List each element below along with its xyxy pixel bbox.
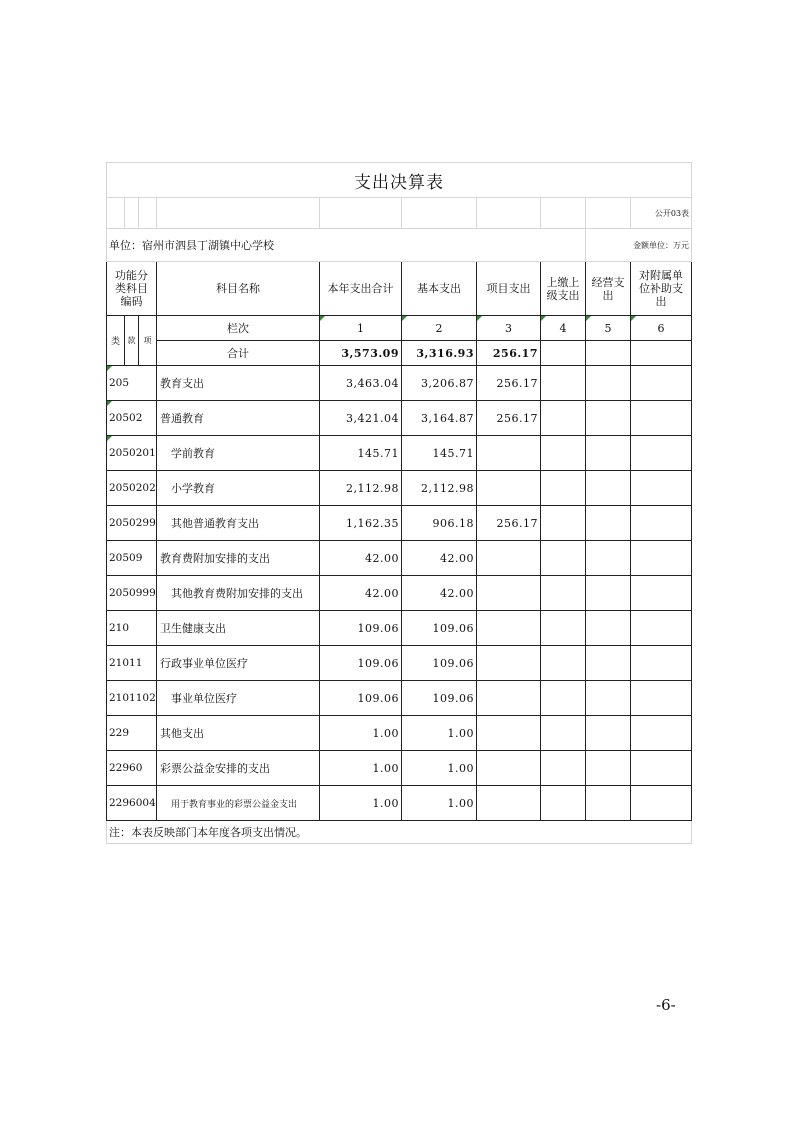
row-subsidy — [631, 646, 692, 681]
table-row — [107, 436, 692, 471]
header-kuan: 款 — [125, 316, 139, 366]
row-subsidy — [631, 436, 692, 471]
col-index-5: 5 — [586, 316, 631, 341]
row-basic: 42.00 — [402, 576, 477, 611]
row-basic: 109.06 — [402, 681, 477, 716]
row-subsidy — [631, 541, 692, 576]
row-basic: 1.00 — [402, 786, 477, 821]
row-code: 210 — [107, 611, 157, 646]
row-subject-name: 教育费附加安排的支出 — [157, 541, 320, 576]
row-code: 20509 — [107, 541, 157, 576]
row-subject-name: 事业单位医疗 — [157, 681, 320, 716]
row-subsidy — [631, 611, 692, 646]
col-index-1: 1 — [320, 316, 402, 341]
row-total: 3,421.04 — [320, 401, 402, 436]
table-note: 注：本表反映部门本年度各项支出情况。 — [107, 821, 692, 844]
row-total: 42.00 — [320, 576, 402, 611]
row-subject-name: 普通教育 — [157, 401, 320, 436]
row-total: 1.00 — [320, 786, 402, 821]
col-index-6: 6 — [631, 316, 692, 341]
header-subsidy: 对附属单位补助支出 — [631, 262, 692, 316]
row-business — [586, 646, 631, 681]
row-project — [477, 681, 541, 716]
row-code: 2050999 — [107, 576, 157, 611]
header-total: 本年支出合计 — [320, 262, 402, 316]
row-subject-name: 用于教育事业的彩票公益金支出 — [157, 786, 320, 821]
row-subject-name: 卫生健康支出 — [157, 611, 320, 646]
row-subject-name: 其他支出 — [157, 716, 320, 751]
expenditure-table — [106, 162, 692, 844]
col-index-2: 2 — [402, 316, 477, 341]
row-project — [477, 786, 541, 821]
row-basic: 3,206.87 — [402, 366, 477, 401]
row-subject-name: 其他教育费附加安排的支出 — [157, 576, 320, 611]
row-subsidy — [631, 681, 692, 716]
row-upper — [541, 716, 586, 751]
row-project: 256.17 — [477, 401, 541, 436]
row-upper — [541, 436, 586, 471]
row-subject-name: 小学教育 — [157, 471, 320, 506]
row-code: 20502 — [107, 401, 157, 436]
row-business — [586, 471, 631, 506]
row-total: 109.06 — [320, 611, 402, 646]
table-row — [107, 751, 692, 786]
row-subsidy — [631, 751, 692, 786]
row-business — [586, 366, 631, 401]
header-subject-name: 科目名称 — [157, 262, 320, 316]
row-upper — [541, 611, 586, 646]
row-subsidy — [631, 506, 692, 541]
total-sum: 3,573.09 — [320, 341, 402, 366]
row-project — [477, 716, 541, 751]
row-subsidy — [631, 366, 692, 401]
row-business — [586, 576, 631, 611]
row-basic: 906.18 — [402, 506, 477, 541]
page-number: -6- — [656, 996, 676, 1014]
row-total: 1.00 — [320, 751, 402, 786]
row-subject-name: 彩票公益金安排的支出 — [157, 751, 320, 786]
row-upper — [541, 401, 586, 436]
row-basic: 145.71 — [402, 436, 477, 471]
expenditure-sheet — [106, 162, 691, 844]
row-basic: 1.00 — [402, 716, 477, 751]
row-total: 1.00 — [320, 716, 402, 751]
row-project — [477, 436, 541, 471]
row-total: 2,112.98 — [320, 471, 402, 506]
row-subject-name: 教育支出 — [157, 366, 320, 401]
row-upper — [541, 576, 586, 611]
row-project: 256.17 — [477, 366, 541, 401]
row-project — [477, 541, 541, 576]
row-subject-name: 行政事业单位医疗 — [157, 646, 320, 681]
row-code: 2050201 — [107, 436, 157, 471]
row-total: 145.71 — [320, 436, 402, 471]
row-code: 205 — [107, 366, 157, 401]
header-project: 项目支出 — [477, 262, 541, 316]
table-row — [107, 401, 692, 436]
row-basic: 109.06 — [402, 611, 477, 646]
row-upper — [541, 541, 586, 576]
row-total: 42.00 — [320, 541, 402, 576]
total-label: 合计 — [157, 341, 320, 366]
table-row — [107, 611, 692, 646]
row-upper — [541, 751, 586, 786]
col-index-4: 4 — [541, 316, 586, 341]
row-subsidy — [631, 401, 692, 436]
row-subject-name: 其他普通教育支出 — [157, 506, 320, 541]
row-project — [477, 611, 541, 646]
table-row — [107, 681, 692, 716]
row-business — [586, 786, 631, 821]
row-business — [586, 436, 631, 471]
row-code: 22960 — [107, 751, 157, 786]
row-total: 109.06 — [320, 681, 402, 716]
row-code: 229 — [107, 716, 157, 751]
row-code: 21011 — [107, 646, 157, 681]
row-upper — [541, 786, 586, 821]
row-code: 2296004 — [107, 786, 157, 821]
header-upper: 上缴上级支出 — [541, 262, 586, 316]
row-business — [586, 611, 631, 646]
row-business — [586, 506, 631, 541]
row-subject-name: 学前教育 — [157, 436, 320, 471]
table-row — [107, 716, 692, 751]
table-row — [107, 471, 692, 506]
table-title: 支出决算表 — [107, 163, 692, 198]
row-code: 2050202 — [107, 471, 157, 506]
row-subsidy — [631, 716, 692, 751]
row-upper — [541, 506, 586, 541]
row-basic: 109.06 — [402, 646, 477, 681]
row-business — [586, 681, 631, 716]
col-index-3: 3 — [477, 316, 541, 341]
header-business: 经营支出 — [586, 262, 631, 316]
table-row — [107, 541, 692, 576]
table-row — [107, 366, 692, 401]
total-basic: 3,316.93 — [402, 341, 477, 366]
header-lanci: 栏次 — [157, 316, 320, 341]
row-total: 1,162.35 — [320, 506, 402, 541]
header-xiang: 项 — [139, 316, 157, 366]
row-subsidy — [631, 471, 692, 506]
header-lei: 类 — [107, 316, 125, 366]
row-business — [586, 541, 631, 576]
header-basic: 基本支出 — [402, 262, 477, 316]
row-subsidy — [631, 786, 692, 821]
row-code: 2050299 — [107, 506, 157, 541]
row-business — [586, 716, 631, 751]
table-row — [107, 576, 692, 611]
row-project — [477, 576, 541, 611]
row-project — [477, 751, 541, 786]
row-business — [586, 751, 631, 786]
table-row — [107, 786, 692, 821]
table-row — [107, 506, 692, 541]
row-basic: 3,164.87 — [402, 401, 477, 436]
header-func-code: 功能分类科目编码 — [107, 262, 157, 316]
row-total: 109.06 — [320, 646, 402, 681]
row-upper — [541, 646, 586, 681]
table-row — [107, 646, 692, 681]
row-basic: 2,112.98 — [402, 471, 477, 506]
row-project — [477, 471, 541, 506]
row-upper — [541, 366, 586, 401]
row-basic: 42.00 — [402, 541, 477, 576]
row-subsidy — [631, 576, 692, 611]
unit-label: 单位：宿州市泗县丁湖镇中心学校 — [107, 229, 586, 262]
row-project — [477, 646, 541, 681]
row-business — [586, 401, 631, 436]
row-code: 2101102 — [107, 681, 157, 716]
row-upper — [541, 681, 586, 716]
row-upper — [541, 471, 586, 506]
row-total: 3,463.04 — [320, 366, 402, 401]
form-code: 公开03表 — [631, 198, 692, 229]
row-project: 256.17 — [477, 506, 541, 541]
total-project: 256.17 — [477, 341, 541, 366]
money-unit: 金额单位：万元 — [586, 229, 692, 262]
row-basic: 1.00 — [402, 751, 477, 786]
